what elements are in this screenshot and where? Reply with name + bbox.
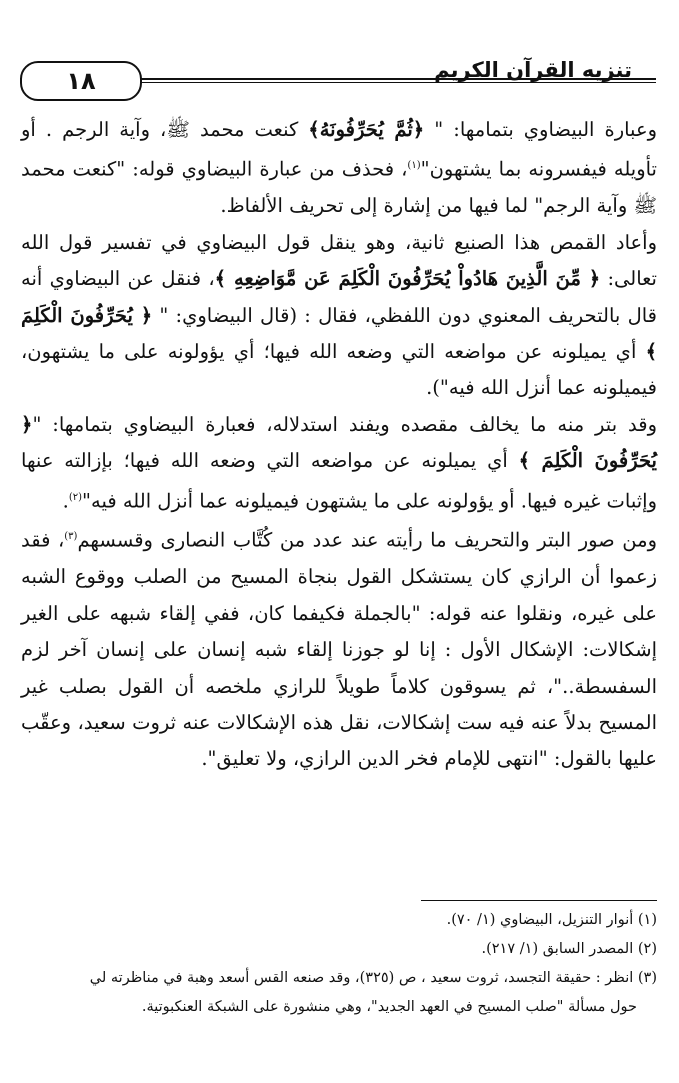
main-text <box>21 112 657 778</box>
footnote: (٣) انظر : حقيقة التجسد، ثروت سعيد ، ص (٣٢٥)، وقد صنعه القس أسعد وهبة في مناظرته لي <box>89 970 657 986</box>
book-title: تنزيه القرآن الكريم <box>434 58 632 82</box>
paragraph <box>21 407 657 520</box>
footnote: (١) أنوار التنزيل، البيضاوي (١/ ٧٠). <box>446 912 657 928</box>
text-run: ومن صور البتر والتحريف ما رأيته عند عدد من كُتَّاب النصارى وقسسهم <box>77 528 657 552</box>
quran-verse: ﴿ يُحَرِّفُونَ الْكَلِمَ ﴾ <box>21 303 657 363</box>
quran-verse: ﴿ يُحَرِّفُونَ الْكَلِمَ ﴾ <box>21 412 657 473</box>
text-run: ، فحذف من عبارة البيضاوي قوله: "كنعت محمد ﷺ وآية الرجم" لما فيها من إشارة إلى تحريف الألفاظ. <box>21 157 657 218</box>
text-run: ، فقد زعموا أن الرازي كان يستشكل القول بنجاة المسيح من الصلب ووقوع الشبه على غيره، ونقلوا عنه قوله: "بالجملة فكيفما كان، ففي إلقاء شبهه على الغير إشكالات: الإشكال الأول : إنا لو جوزنا إلقاء شبه إنسان على إنسان آخر لزم السفسطة.."، ثم يسوقون كلاماً طويلاً للرازي ملخصه أن القول بصلب غير المسيح بدلاً عنه فيه ست إشكالات، نقل هذه الإشكالات عنه ثروت سعيد، وعقّب عليها بالقول: "انتهى للإمام فخر الدين الرازي، ولا تعليق". <box>21 528 657 771</box>
text-run: كنعت محمد ﷺ، وآية الرجم . أو تأويله فيفسرونه بما يشتهون" <box>21 118 657 181</box>
page-number: ١٨ <box>66 67 96 95</box>
text-run: أي يميلونه عن مواضعه التي وضعه الله فيها؛ أي يؤولونه على ما يشتهون، فيميلونه عما أنزل الله فيه"). <box>21 339 657 400</box>
text-run: وعبارة البيضاوي بتمامها: " <box>424 118 657 141</box>
paragraph <box>21 225 657 407</box>
text-run: ، فنقل عن البيضاوي أنه قال بالتحريف المعنوي دون اللفظي، فقال : (قال البيضاوي: " <box>21 267 657 327</box>
text-run: وقد بتر منه ما يخالف مقصده ويفند استدلاله، فعبارة البيضاوي بتمامها: " <box>32 412 657 436</box>
paragraph <box>21 519 657 777</box>
footnote-continuation: حول مسألة "صلب المسيح في العهد الجديد"، وهي منشورة على الشبكة العنكبوتية. <box>141 999 637 1015</box>
text-run: . <box>62 489 69 513</box>
footnotes <box>21 906 657 1022</box>
page-number-badge <box>20 61 142 101</box>
footnote-separator <box>421 900 657 901</box>
footnote-ref[interactable]: (٣) <box>64 531 78 543</box>
footnote-ref[interactable]: (٢) <box>68 491 83 503</box>
paragraph <box>21 112 657 225</box>
page-header <box>20 52 656 96</box>
text-run: وأعاد القمص هذا الصنيع ثانية، وهو ينقل قول البيضاوي في تفسير قول الله تعالى: <box>21 230 657 291</box>
quran-verse: ﴿ثُمَّ يُحَرِّفُونَهُ﴾ <box>308 118 425 141</box>
footnote-ref[interactable]: (١) <box>407 160 421 172</box>
quran-verse: ﴿ مِّنَ الَّذِينَ هَادُواْ يُحَرِّفُونَ الْكَلِمَ عَن مَّوَاضِعِهِ ﴾ <box>214 267 601 291</box>
footnote: (٢) المصدر السابق (١/ ٢١٧). <box>481 941 657 957</box>
text-run: أي يميلونه عن مواضعه التي وضعه الله فيها؛ بإزالته عنها وإثبات غيره فيها. أو يؤولونه على ما يشتهون فيميلونه عما أنزل الله فيه" <box>21 449 657 513</box>
